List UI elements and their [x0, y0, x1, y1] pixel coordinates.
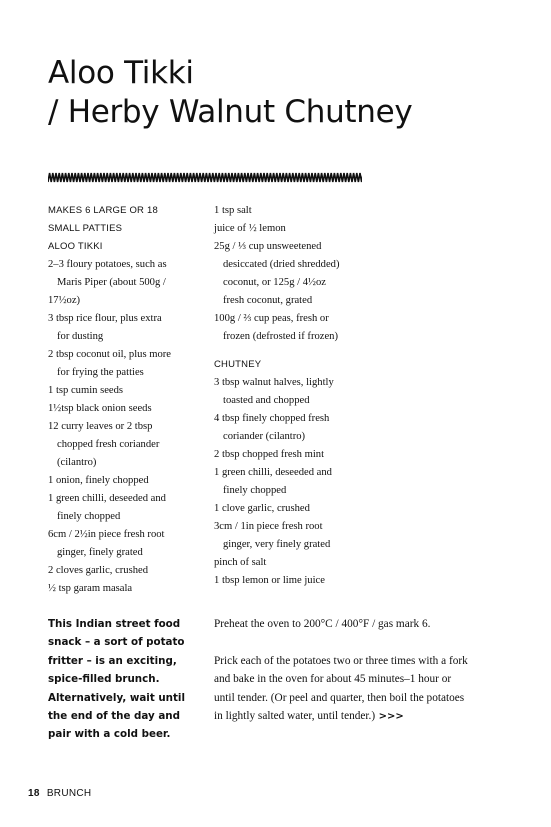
title-line-1: Aloo Tikki — [48, 55, 194, 91]
ingredient-line: 4 tbsp finely chopped fresh — [214, 413, 330, 424]
ingredients-right-column — [214, 202, 384, 590]
intro-line: the end of the day and — [48, 710, 180, 723]
title-line-2: / Herby Walnut Chutney — [48, 94, 413, 130]
ingredient-line: ginger, very finely grated — [223, 539, 331, 550]
ingredient-line: 1 onion, finely chopped — [48, 475, 149, 486]
ingredient-line: fresh coconut, grated — [223, 295, 313, 306]
intro-line: fritter – is an exciting, — [48, 654, 177, 667]
recipe-title — [48, 54, 518, 132]
aloo-tikki-heading: ALOO TIKKI — [48, 241, 103, 252]
ingredient-line: juice of ½ lemon — [214, 223, 286, 234]
intro-line: spice-filled brunch. — [48, 673, 160, 686]
ingredient-line: 3 tbsp rice flour, plus extra — [48, 313, 162, 324]
ingredient-line: 1 tsp cumin seeds — [48, 385, 124, 396]
method-line: until tender. (Or peel and quarter, then boil the potatoes — [214, 691, 465, 704]
ingredient-line: (cilantro) — [57, 457, 97, 468]
continue-marker: >>> — [375, 711, 404, 722]
ingredient-line: toasted and chopped — [223, 395, 310, 406]
ingredient-line: Maris Piper (about 500g / — [57, 277, 166, 288]
ingredient-line: 1 clove garlic, crushed — [214, 503, 310, 514]
ingredient-line: 12 curry leaves or 2 tbsp — [48, 421, 153, 432]
ingredient-line: 2–3 floury potatoes, such as — [48, 259, 167, 270]
ingredient-line: 100g / ⅔ cup peas, fresh or — [214, 313, 329, 324]
chutney-ingredients — [214, 374, 384, 590]
ingredient-line: 2 cloves garlic, crushed — [48, 565, 149, 576]
intro-line: pair with a cold beer. — [48, 728, 171, 741]
method-line: in lightly salted water, until tender.) >>> — [214, 710, 404, 722]
method-line: and bake in the oven for about 45 minutes–1 hour or — [214, 673, 452, 685]
section-name: BRUNCH — [46, 788, 92, 799]
ingredients-left-column — [48, 202, 208, 598]
page-number: 18 — [28, 788, 40, 799]
intro-line: snack – a sort of potato — [48, 636, 185, 649]
method — [214, 615, 514, 727]
ingredient-line: pinch of salt — [214, 557, 267, 568]
ingredient-line: 1 tsp salt — [214, 205, 252, 216]
method-step-1: Preheat the oven to 200°C / 400°F / gas mark 6. — [214, 618, 431, 630]
method-step-2 — [214, 652, 514, 727]
yield-line-1: MAKES 6 LARGE OR 18 — [48, 205, 158, 216]
page-footer — [28, 788, 91, 799]
ingredient-line: coriander (cilantro) — [223, 431, 306, 442]
ingredient-line: finely chopped — [223, 485, 287, 496]
ingredient-line: 25g / ⅓ cup unsweetened — [214, 241, 322, 252]
ingredient-line: 3cm / 1in piece fresh root — [214, 521, 323, 532]
aloo-tikki-ingredients-cont — [214, 202, 384, 346]
method-line: Prick each of the potatoes two or three times with a fork — [214, 654, 468, 667]
intro-line: Alternatively, wait until — [48, 691, 185, 704]
ingredient-line: ginger, finely grated — [57, 547, 143, 558]
zigzag-divider — [48, 172, 362, 183]
ingredient-line: 2 tbsp chopped fresh mint — [214, 449, 325, 460]
ingredient-line: desiccated (dried shredded) — [223, 259, 340, 270]
ingredient-line: coconut, or 125g / 4½oz — [223, 277, 326, 288]
recipe-intro — [48, 615, 208, 744]
ingredient-line: finely chopped — [57, 511, 121, 522]
ingredient-line: for dusting — [57, 331, 104, 342]
ingredient-line: 1 green chilli, deseeded and — [214, 467, 332, 478]
ingredient-line: 17½oz) — [48, 295, 81, 306]
yield-line-2: SMALL PATTIES — [48, 223, 123, 234]
ingredient-line: frozen (defrosted if frozen) — [223, 331, 338, 342]
ingredient-line: 2 tbsp coconut oil, plus more — [48, 349, 171, 360]
ingredient-line: 6cm / 2½in piece fresh root — [48, 529, 165, 540]
ingredient-line: for frying the patties — [57, 367, 144, 378]
ingredient-line: 1 green chilli, deseeded and — [48, 493, 166, 504]
ingredient-line: 3 tbsp walnut halves, lightly — [214, 377, 334, 388]
ingredient-line: chopped fresh coriander — [57, 439, 160, 450]
intro-line: This Indian street food — [48, 618, 181, 630]
ingredient-line: 1½tsp black onion seeds — [48, 403, 152, 414]
aloo-tikki-ingredients — [48, 256, 208, 598]
chutney-heading: CHUTNEY — [214, 359, 262, 370]
ingredient-line: 1 tbsp lemon or lime juice — [214, 575, 325, 586]
ingredient-line: ½ tsp garam masala — [48, 583, 133, 594]
